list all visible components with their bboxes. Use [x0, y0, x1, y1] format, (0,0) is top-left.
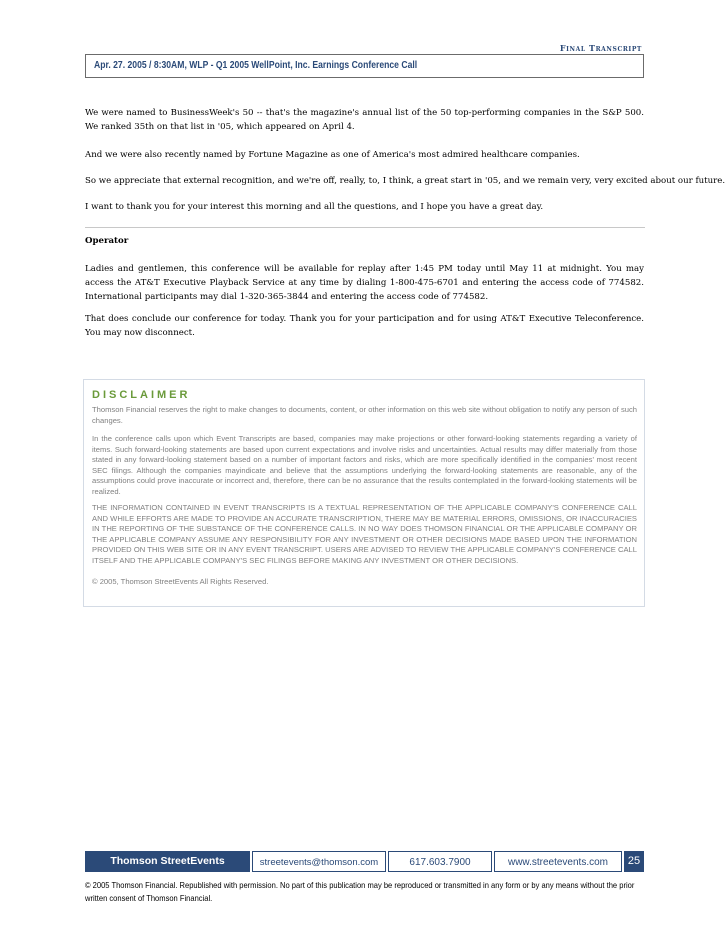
paragraph-recognition: So we appreciate that external recognition, and we're off, really, to, I think, a great start in '05, and we remain very, very excited about our future.	[85, 176, 726, 186]
paragraph-conclusion: That does conclude our conference for today. Thank you for your participation and for using AT&T Executive Teleconference. You may now disconnect.	[85, 314, 644, 339]
footer-email-link[interactable]: streetevents@thomson.com	[252, 851, 386, 872]
footer-brand: Thomson StreetEvents	[85, 851, 250, 872]
disclaimer-paragraph-liability: THE INFORMATION CONTAINED IN EVENT TRANSCRIPTS IS A TEXTUAL REPRESENTATION OF THE APPLICABLE COMPANY'S CONFERENCE CALL AND WHILE EFFORTS ARE MADE TO PROVIDE AN ACCURATE TRANSCRIPTION, THERE MAY BE MATERIAL ERRORS, OMISSIONS, OR INACCURACIES IN THE REPORTING OF THE SUBSTANCE OF THE CONFERENCE CALLS. IN NO WAY DOES THOMSON FINANCIAL OR THE APPLICABLE COMPANY OR THE APPLICABLE COMPANY ASSUME ANY RESPONSIBILITY FOR ANY INVESTMENT OR OTHER DECISIONS MADE BASED UPON THE INFORMATION PROVIDED ON THIS WEB SITE OR IN ANY EVENT TRANSCRIPT. USERS ARE ADVISED TO REVIEW THE APPLICABLE COMPANY'S CONFERENCE CALL ITSELF AND THE APPLICABLE COMPANY'S SEC FILINGS BEFORE MAKING ANY INVESTMENT OR OTHER DECISIONS.	[92, 503, 637, 565]
footer-phone: 617.603.7900	[388, 851, 492, 872]
disclaimer-box	[83, 379, 645, 607]
disclaimer-paragraph-forward-looking: In the conference calls upon which Event Transcripts are based, companies may make projections or other forward-looking statements regarding a variety of items. Such forward-looking statements are based upon current expectations and involve risks and uncertainties. Actual results may differ materially from those stated in any forward-looking statement based on a number of important factors and risks, which are more specifically identified in the companies' most recent SEC filings. Although the companies mayindicate and believe that the assumptions underlying the forward-looking statements are reasonable, any of the assumptions could prove inaccurate or incorrect and, therefore, there can be no assurance that the results contemplated in the forward-looking statements will be realized.	[92, 434, 637, 496]
section-divider	[85, 227, 645, 228]
paragraph-thanks: I want to thank you for your interest this morning and all the questions, and I hope you have a great day.	[85, 202, 544, 212]
disclaimer-paragraph-changes: Thomson Financial reserves the right to make changes to documents, content, or other information on this web site without obligation to notify any person of such changes.	[92, 405, 637, 425]
disclaimer-copyright: © 2005, Thomson StreetEvents All Rights Reserved.	[92, 577, 269, 586]
page-number: 25	[624, 851, 644, 872]
footer-website-link[interactable]: www.streetevents.com	[494, 851, 622, 872]
speaker-operator: Operator	[85, 236, 129, 246]
disclaimer-heading: DISCLAIMER	[92, 389, 191, 401]
document-title-box	[85, 54, 644, 78]
footer-bar	[85, 851, 644, 872]
paragraph-replay-info: Ladies and gentlemen, this conference will be available for replay after 1:45 PM today until May 11 at midnight. You may access the AT&T Executive Playback Service at any time by dialing 1-800-475-6701 and entering the access code of 774582. International participants may dial 1-320-365-3844 and entering the access code of 774582.	[85, 264, 644, 303]
footer-copyright: © 2005 Thomson Financial. Republished with permission. No part of this publication may be reproduced or transmitted in any form or by any means without the prior written consent of Thomson Financial.	[85, 880, 635, 903]
paragraph-businessweek: We were named to BusinessWeek's 50 -- that's the magazine's annual list of the 50 top-performing companies in the S&P 500. We ranked 35th on that list in '05, which appeared on April 4.	[85, 108, 644, 133]
final-transcript-label: Final Transcript	[559, 43, 642, 53]
paragraph-fortune: And we were also recently named by Fortune Magazine as one of America's most admired healthcare companies.	[85, 150, 580, 160]
document-title: Apr. 27. 2005 / 8:30AM, WLP - Q1 2005 WellPoint, Inc. Earnings Conference Call	[94, 59, 418, 71]
